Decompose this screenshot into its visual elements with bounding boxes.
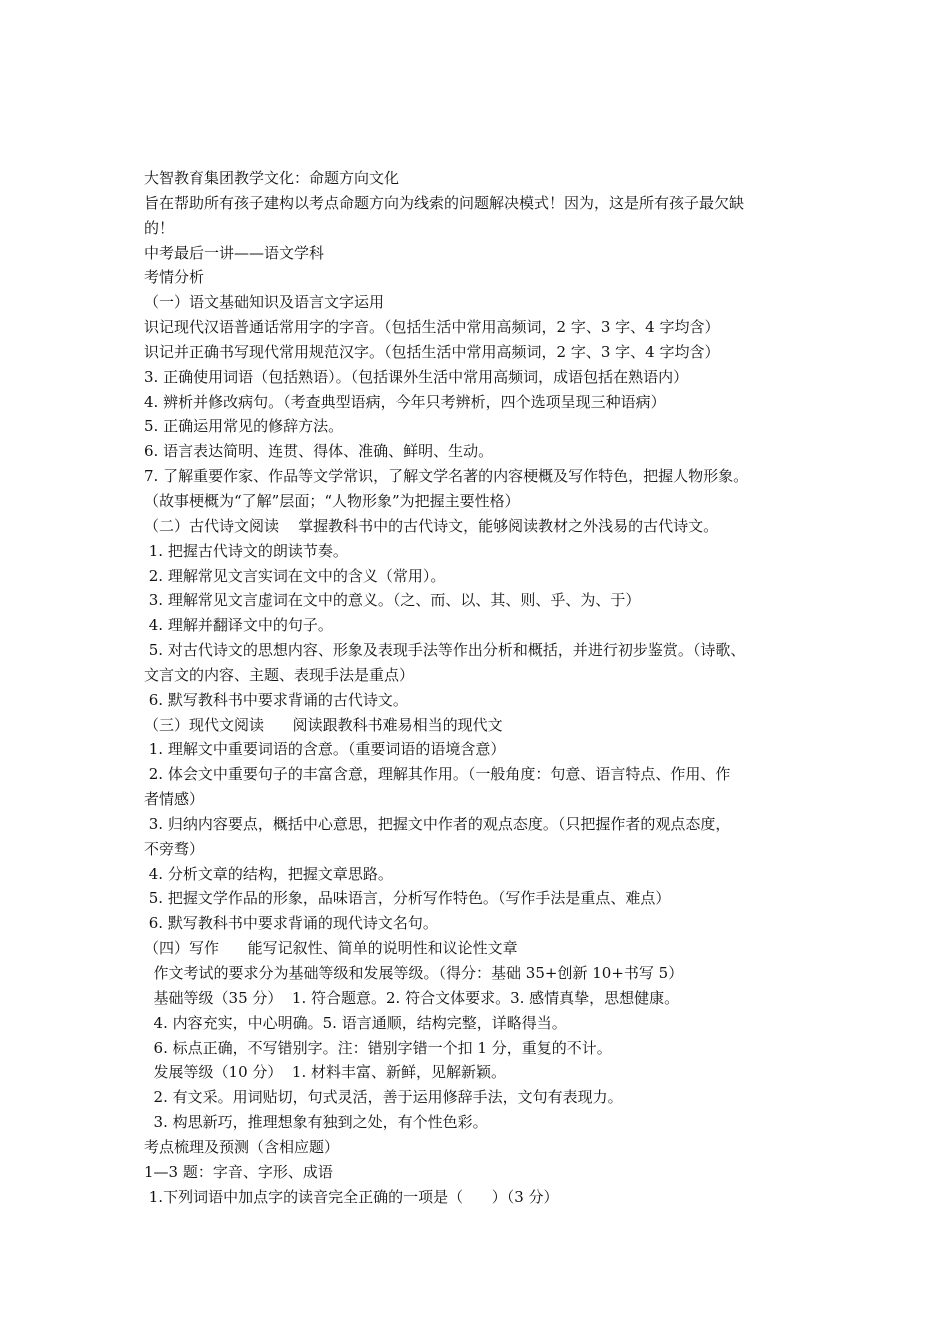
doc-line: 5. 对古代诗文的思想内容、形象及表现手法等作出分析和概括，并进行初步鉴赏。（诗歌、 — [144, 641, 746, 660]
doc-line: 不旁骛） — [144, 839, 205, 858]
doc-line: 3. 构思新巧，推理想象有独到之处，有个性色彩。 — [144, 1113, 488, 1132]
subsection-heading: （二）古代诗文阅读 掌握教科书中的古代诗文，能够阅读教材之外浅易的古代诗文。 — [144, 516, 719, 535]
doc-line: 4. 分析文章的结构，把握文章思路。 — [144, 864, 393, 883]
doc-line: 1—3 题：字音、字形、成语 — [144, 1162, 333, 1181]
doc-line: 者情感） — [144, 790, 205, 809]
doc-line: 3. 正确使用词语（包括熟语）。（包括课外生活中常用高频词，成语包括在熟语内） — [144, 367, 689, 386]
doc-line: 基础等级（35 分） 1. 符合题意。2. 符合文体要求。3. 感情真挚，思想健康。 — [144, 988, 680, 1007]
section-heading: 考点梳理及预测（含相应题） — [144, 1137, 340, 1156]
document-page — [144, 166, 816, 1209]
doc-line: 发展等级（10 分） 1. 材料丰富、新鲜，见解新颖。 — [144, 1063, 507, 1082]
doc-line: 5. 正确运用常见的修辞方法。 — [144, 417, 344, 436]
doc-line: 3. 归纳内容要点，概括中心意思，把握文中作者的观点态度。（只把握作者的观点态度， — [144, 814, 731, 833]
section-heading: 中考最后一讲——语文学科 — [144, 243, 325, 262]
subsection-heading: （三）现代文阅读 阅读跟教科书难易相当的现代文 — [144, 715, 503, 734]
doc-line: 4. 辨析并修改病句。（考查典型语病，今年只考辨析，四个选项呈现三种语病） — [144, 392, 666, 411]
doc-line: 6. 默写教科书中要求背诵的古代诗文。 — [144, 690, 408, 709]
doc-line: 1. 理解文中重要词语的含意。（重要词语的语境含意） — [144, 740, 506, 759]
section-heading: 考情分析 — [144, 268, 205, 287]
doc-line: 6. 语言表达简明、连贯、得体、准确、鲜明、生动。 — [144, 442, 494, 461]
doc-line: 5. 把握文学作品的形象，品味语言，分析写作特色。（写作手法是重点、难点） — [144, 889, 671, 908]
doc-title: 大智教育集团教学文化：命题方向文化 — [144, 169, 400, 187]
subsection-heading: （四）写作 能写记叙性、简单的说明性和议论性文章 — [144, 939, 518, 958]
doc-line: 旨在帮助所有孩子建构以考点命题方向为线索的问题解决模式！因为，这是所有孩子最欠缺 — [144, 193, 745, 212]
doc-line: 7. 了解重要作家、作品等文学常识，了解文学名著的内容梗概及写作特色，把握人物形象。 — [144, 467, 749, 486]
doc-line: 4. 理解并翻译文中的句子。 — [144, 616, 333, 635]
doc-line: 识记现代汉语普通话常用字的字音。（包括生活中常用高频词，2 字、3 字、4 字均含） — [144, 318, 720, 337]
doc-line: 作文考试的要求分为基础等级和发展等级。（得分：基础 35+创新 10+书写 5） — [144, 964, 684, 982]
subsection-heading: （一）语文基础知识及语言文字运用 — [144, 293, 385, 312]
doc-line: 6. 标点正确，不写错别字。注：错别字错一个扣 1 分，重复的不计。 — [144, 1038, 612, 1057]
doc-line: 4. 内容充实，中心明确。5. 语言通顺，结构完整，详略得当。 — [144, 1013, 567, 1032]
doc-line: 3. 理解常见文言虚词在文中的意义。（之、而、以、其、则、乎、为、于） — [144, 591, 641, 610]
doc-line: 1. 把握古代诗文的朗读节奏。 — [144, 541, 348, 560]
doc-line: （故事梗概为“了解”层面；“人物形象”为把握主要性格） — [144, 491, 520, 510]
doc-line: 识记并正确书写现代常用规范汉字。（包括生活中常用高频词，2 字、3 字、4 字均含） — [144, 342, 720, 361]
doc-line: 2. 体会文中重要句子的丰富含意，理解其作用。（一般角度：句意、语言特点、作用、作 — [144, 765, 731, 784]
doc-line: 6. 默写教科书中要求背诵的现代诗文名句。 — [144, 914, 438, 933]
doc-line: 2. 理解常见文言实词在文中的含义（常用）。 — [144, 566, 446, 585]
doc-line: 的！ — [144, 218, 175, 237]
question-line: 1.下列词语中加点字的读音完全正确的一项是（ ）（3 分） — [144, 1187, 559, 1206]
doc-line: 文言文的内容、主题、表现手法是重点） — [144, 665, 415, 684]
doc-line: 2. 有文采。用词贴切，句式灵活，善于运用修辞手法，文句有表现力。 — [144, 1088, 623, 1107]
